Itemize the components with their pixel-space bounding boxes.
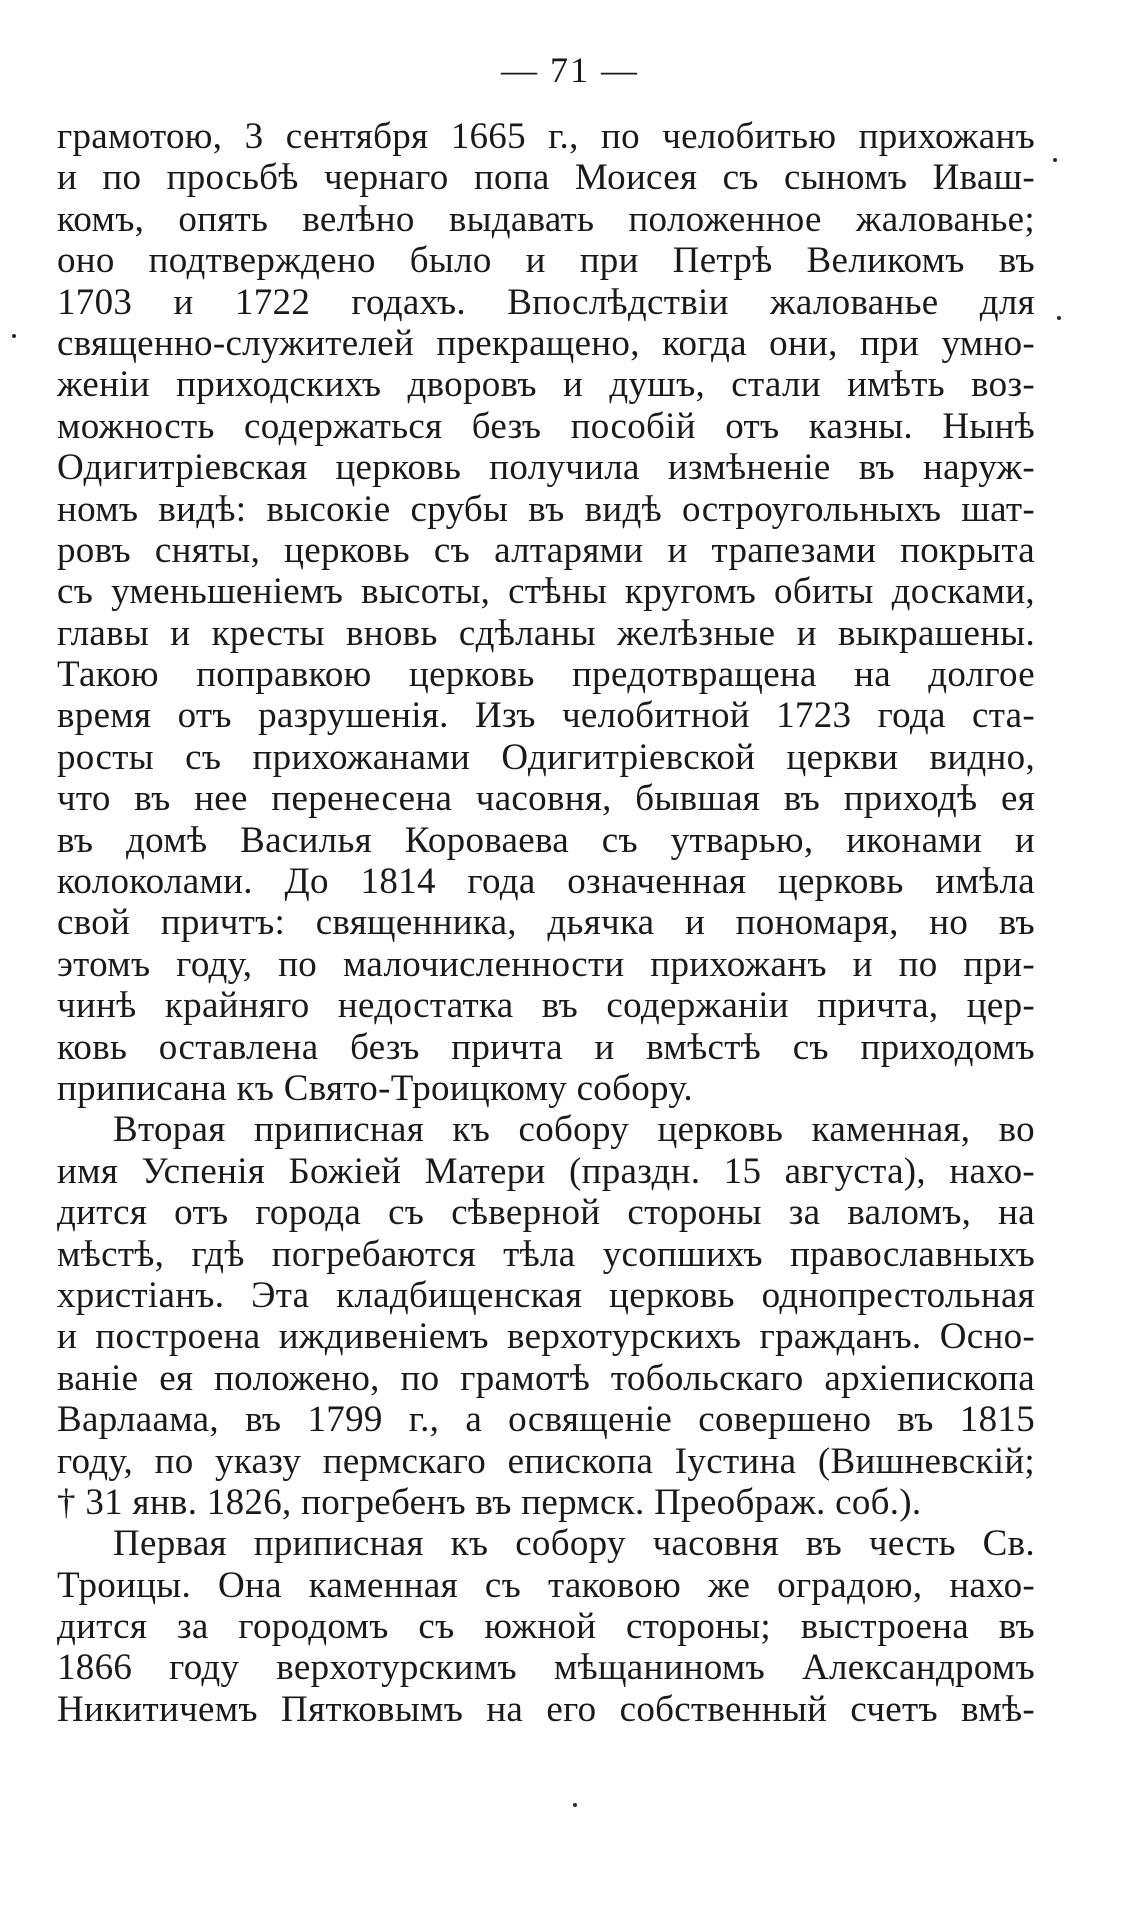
text-line: 1703 и 1722 годахъ. Впослѣдствіи жалованье для <box>57 281 1035 323</box>
text-line: Варлаама, въ 1799 г., а освященіе совершено въ 1815 <box>57 1399 1035 1441</box>
paragraph <box>57 1109 1035 1523</box>
text-line: священно-служителей прекращено, когда они, при умно- <box>57 322 1035 364</box>
text-line: этомъ году, по малочисленности прихожанъ и по при- <box>57 943 1035 985</box>
text-line: году, по указу пермскаго епископа Іустина (Вишневскій; <box>57 1440 1035 1482</box>
scan-speck <box>573 1803 577 1807</box>
text-line: Никитичемъ Пятковымъ на его собственный счетъ вмѣ- <box>57 1688 1035 1730</box>
text-line: ковь оставлена безъ причта и вмѣстѣ съ приходомъ <box>57 1026 1035 1068</box>
text-line: Первая приписная къ собору часовня въ честь Св. <box>113 1523 1035 1565</box>
text-line: имя Успенія Божіей Матери (праздн. 15 августа), нахо- <box>57 1150 1035 1192</box>
text-line: колоколами. До 1814 года означенная церковь имѣла <box>57 861 1035 903</box>
text-line: свой причтъ: священника, дьячка и пономаря, но въ <box>57 902 1035 944</box>
scan-speck <box>1053 158 1057 162</box>
text-line: христіанъ. Эта кладбищенская церковь однопрестольная <box>57 1274 1035 1316</box>
text-line: въ домѣ Василья Короваева съ утварью, иконами и <box>57 819 1035 861</box>
text-line: женіи приходскихъ дворовъ и душъ, стали имѣть воз- <box>57 364 1035 406</box>
text-line: Одигитріевская церковь получила измѣненіе въ наруж- <box>57 447 1035 489</box>
text-line: номъ видѣ: высокіе срубы въ видѣ остроугольныхъ шат- <box>57 488 1035 530</box>
text-line: что въ нее перенесена часовня, бывшая въ приходѣ ея <box>57 778 1035 820</box>
text-line: Такою поправкою церковь предотвращена на долгое <box>57 654 1035 696</box>
text-line: ровъ сняты, церковь съ алтарями и трапезами покрыта <box>57 529 1035 571</box>
text-line: дится отъ города съ сѣверной стороны за валомъ, на <box>57 1192 1035 1234</box>
scan-speck <box>1057 316 1061 320</box>
paragraph <box>57 116 1035 1109</box>
text-line: и по просьбѣ чернаго попа Моисея съ сыномъ Иваш- <box>57 157 1035 199</box>
text-line: ваніе ея положено, по грамотѣ тобольскаго архіепископа <box>57 1357 1035 1399</box>
scan-speck <box>12 334 16 338</box>
text-line: главы и кресты вновь сдѣланы желѣзные и выкрашены. <box>57 612 1035 654</box>
text-block <box>57 116 1035 1730</box>
text-line: комъ, опять велѣно выдавать положенное жалованье; <box>57 198 1035 240</box>
text-line: можность содержаться безъ пособій отъ казны. Нынѣ <box>57 405 1035 447</box>
text-line: дится за городомъ съ южной стороны; выстроена въ <box>57 1606 1035 1648</box>
text-line: чинѣ крайняго недостатка въ содержаніи причта, цер- <box>57 985 1035 1027</box>
text-line: оно подтверждено было и при Петрѣ Великомъ въ <box>57 240 1035 282</box>
paragraph <box>57 1523 1035 1730</box>
text-line: росты съ прихожанами Одигитріевской церкви видно, <box>57 736 1035 778</box>
text-line: Троицы. Она каменная съ таковою же оградою, нахо- <box>57 1564 1035 1606</box>
text-line: грамотою, 3 сентября 1665 г., по челобитью прихожанъ <box>57 116 1035 157</box>
text-line: и построена иждивеніемъ верхотурскихъ гражданъ. Осно- <box>57 1316 1035 1358</box>
text-line: Вторая приписная къ собору церковь каменная, во <box>113 1109 1035 1151</box>
text-line: время отъ разрушенія. Изъ челобитной 1723 года ста- <box>57 695 1035 737</box>
page-number: — 71 — <box>501 50 639 90</box>
text-line: приписана къ Свято-Троицкому собору. <box>57 1067 693 1109</box>
text-line: 1866 году верхотурскимъ мѣщаниномъ Александромъ <box>57 1647 1035 1689</box>
text-line: съ уменьшеніемъ высоты, стѣны кругомъ обиты досками, <box>57 571 1035 613</box>
text-line: † 31 янв. 1826, погребенъ въ пермск. Преображ. соб.). <box>57 1481 922 1523</box>
text-line: мѣстѣ, гдѣ погребаются тѣла усопшихъ православныхъ <box>57 1233 1035 1275</box>
